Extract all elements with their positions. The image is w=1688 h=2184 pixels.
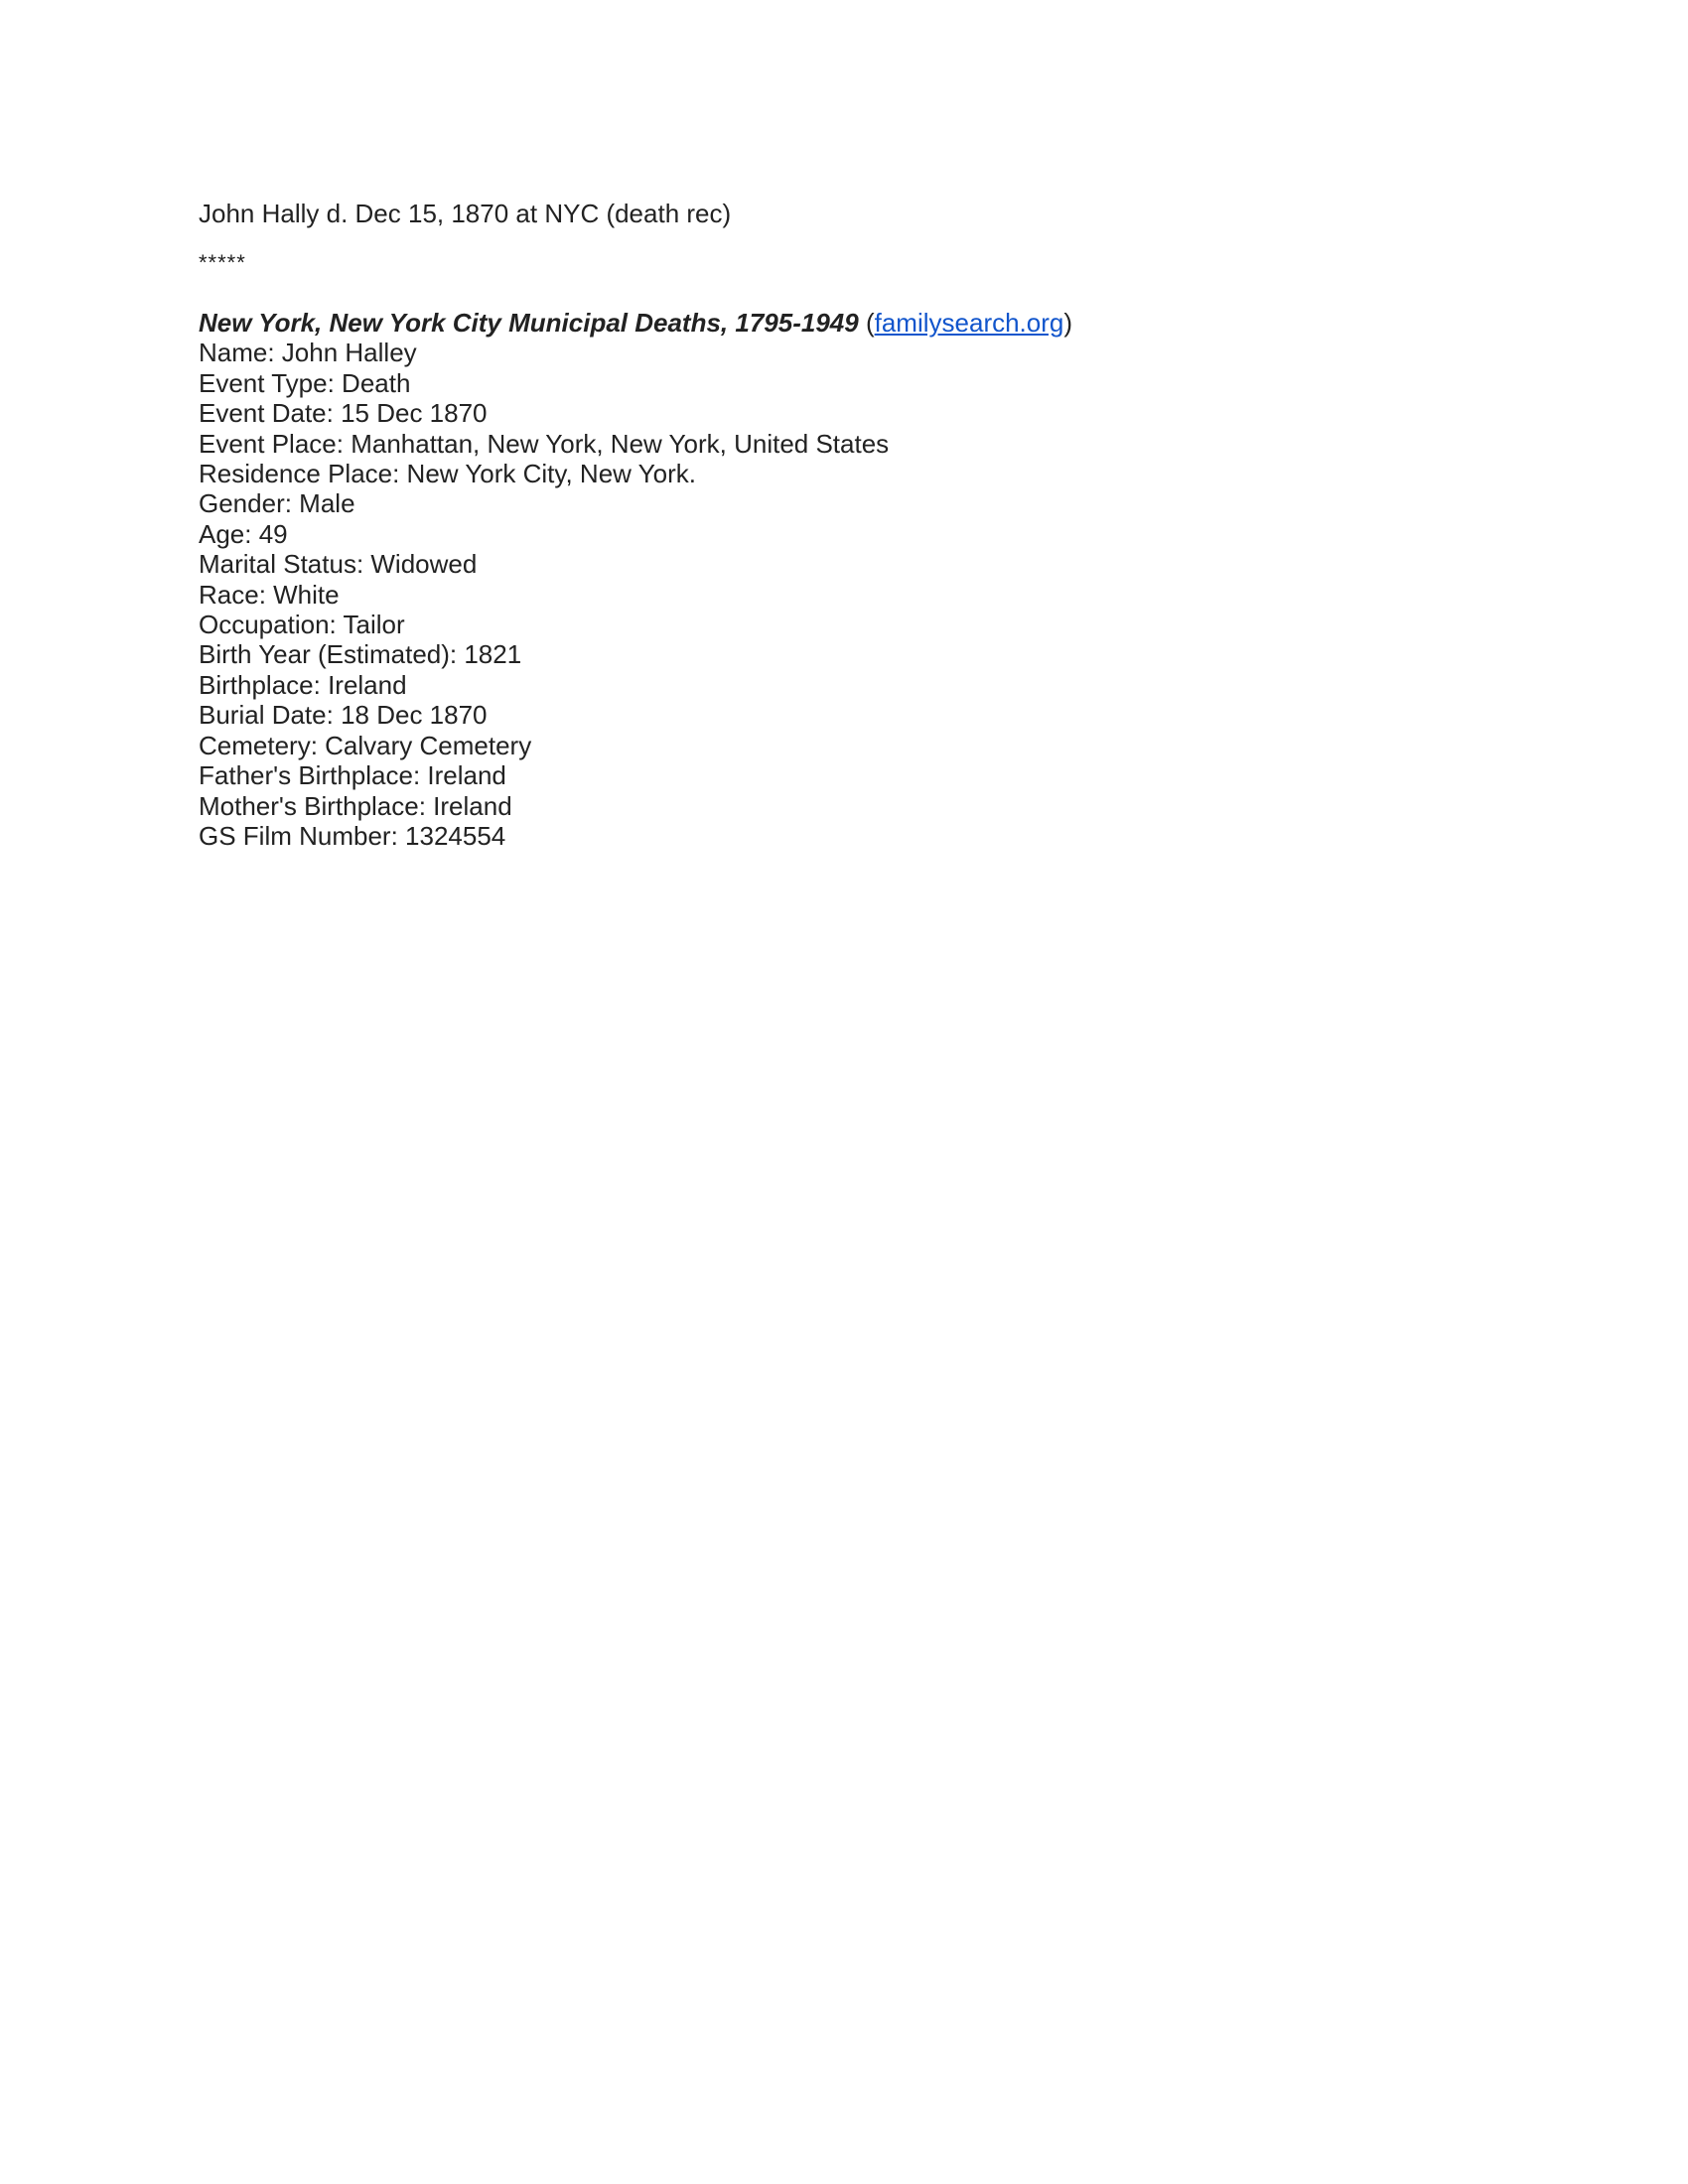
field-mother-birthplace: Mother's Birthplace: Ireland xyxy=(199,790,512,821)
separator: ***** xyxy=(199,250,246,275)
field-father-birthplace: Father's Birthplace: Ireland xyxy=(199,760,506,791)
field-occupation: Occupation: Tailor xyxy=(199,610,405,640)
field-event-place: Event Place: Manhattan, New York, New York, United States xyxy=(199,428,890,459)
field-birthplace: Birthplace: Ireland xyxy=(199,669,407,700)
field-race: Race: White xyxy=(199,579,340,610)
record-summary: John Hally d. Dec 15, 1870 at NYC (death rec) xyxy=(199,199,732,228)
field-residence-place: Residence Place: New York City, New York. xyxy=(199,459,696,489)
field-event-type: Event Type: Death xyxy=(199,367,411,398)
field-age: Age: 49 xyxy=(199,518,288,549)
record-title: New York, New York City Municipal Deaths, 1795-1949 xyxy=(199,308,859,338)
record-title-line xyxy=(199,308,1489,338)
field-cemetery: Cemetery: Calvary Cemetery xyxy=(199,730,532,760)
death-record xyxy=(199,308,1489,851)
field-name: Name: John Halley xyxy=(199,338,417,368)
field-birth-year: Birth Year (Estimated): 1821 xyxy=(199,639,522,670)
field-gender: Gender: Male xyxy=(199,488,355,519)
familysearch-link[interactable]: familysearch.org xyxy=(874,308,1064,338)
field-burial-date: Burial Date: 18 Dec 1870 xyxy=(199,700,488,731)
field-event-date: Event Date: 15 Dec 1870 xyxy=(199,398,488,429)
link-close-paren: ) xyxy=(1063,308,1073,338)
link-open-paren: ( xyxy=(865,308,875,338)
field-marital-status: Marital Status: Widowed xyxy=(199,549,478,580)
document-page xyxy=(199,197,1489,851)
field-gs-film-number: GS Film Number: 1324554 xyxy=(199,820,506,851)
